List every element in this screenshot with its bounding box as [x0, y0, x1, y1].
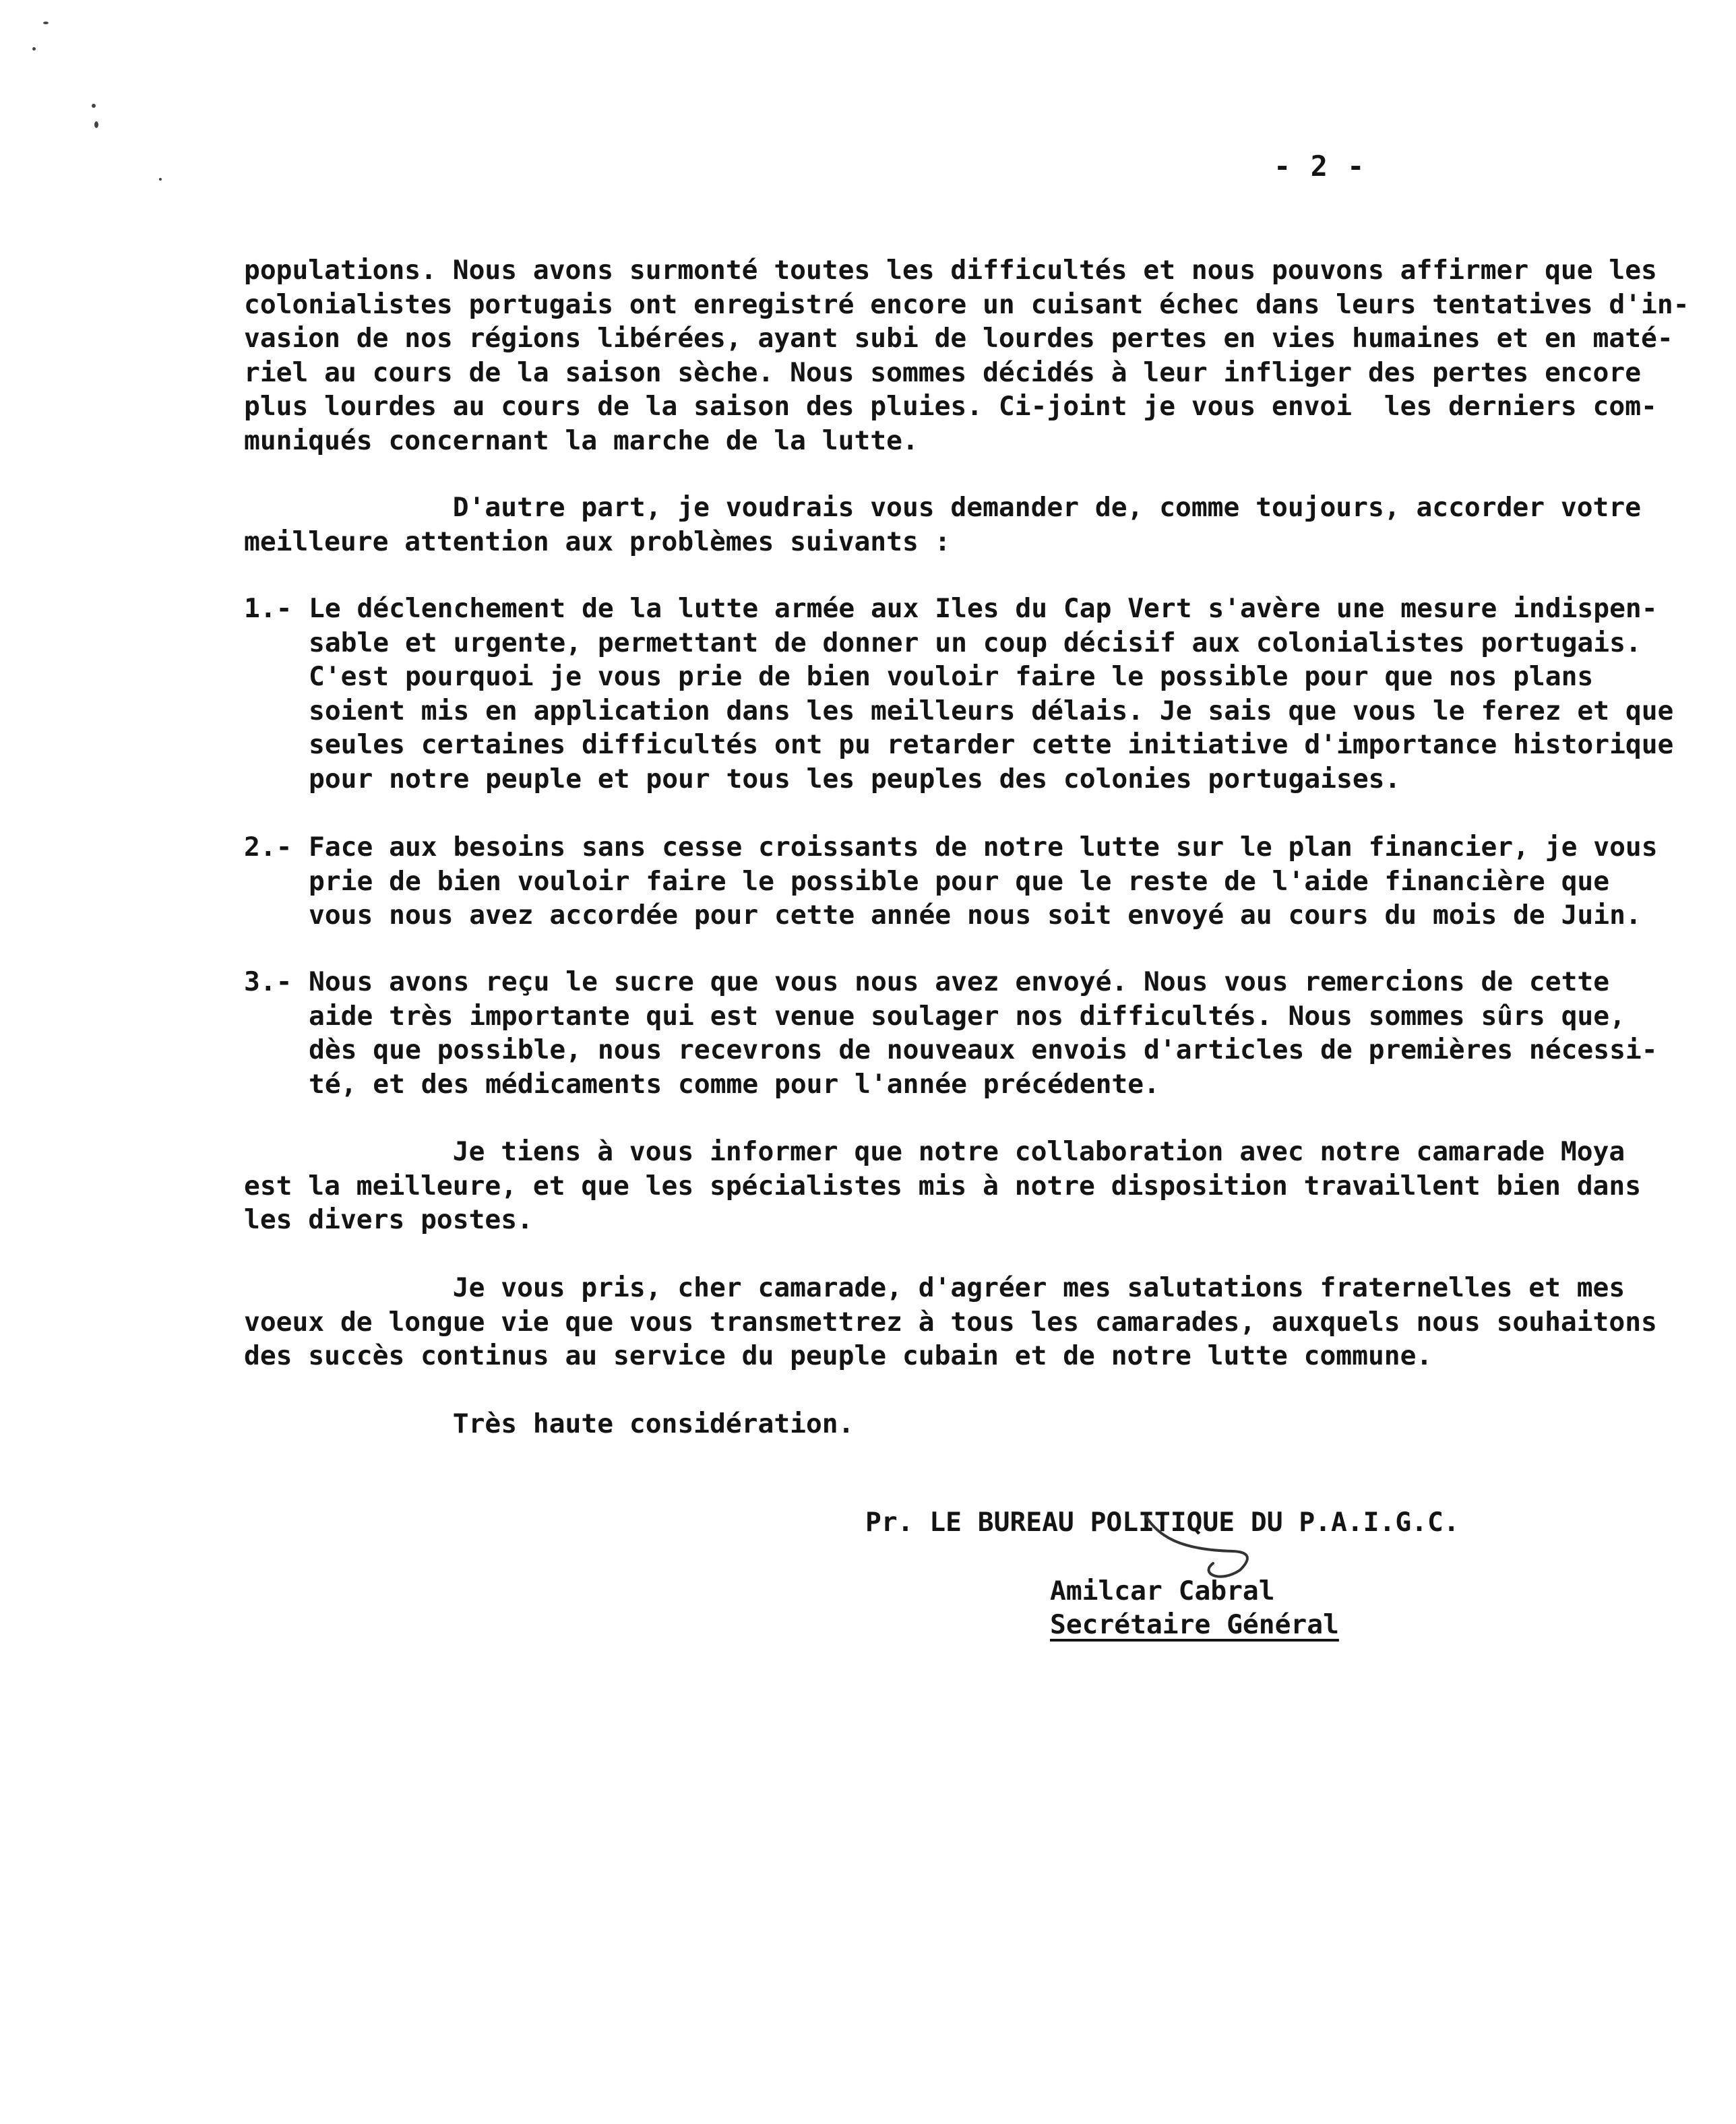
list-item-text: Face aux besoins sans cesse croissants de notre lutte sur le plan financier, je vous prie de bien vouloir faire le possible pour que le reste de l'aide financière que vous nous avez accordée pour cette année nous soit envoyé au cours du mois de Juin. [309, 832, 1658, 931]
scan-speck [92, 104, 96, 108]
paragraph-intro: populations. Nous avons surmonté toutes les difficultés et nous pouvons affirmer que les colonialistes portugais ont enregistré encore un cuisant échec dans leurs tentatives d'in- vasion de nos régions libérées, ayant subi de lourdes pertes en vies humaines et en maté- riel au cours de la saison sèche. Nous sommes décidés à leur infliger des pertes encore plus lourdes au cours de la saison des pluies. Ci-joint je vous envoi les derniers com- muniqués concernant la marche de la lutte. [244, 255, 1690, 456]
closing-line: Très haute considération. [244, 1408, 855, 1439]
signatory-title: Secrétaire Général [1050, 1609, 1339, 1640]
list-item-number: 1.- [244, 593, 292, 624]
scan-speck [94, 121, 98, 128]
scan-speck [43, 22, 49, 24]
paragraph-request: D'autre part, je voudrais vous demander de, comme toujours, accorder votre meilleure attention aux problèmes suivants : [244, 492, 1642, 557]
page-number: - 2 - [1274, 150, 1366, 183]
paragraph-collaboration: Je tiens à vous informer que notre collaboration avec notre camarade Moya est la meilleure, et que les spécialistes mis à notre disposition travaillent bien dans les divers postes. [244, 1136, 1642, 1236]
scan-speck [32, 47, 36, 51]
scan-speck [159, 178, 162, 181]
list-item-text: Nous avons reçu le sucre que vous nous avez envoyé. Nous vous remercions de cette aide très importante qui est venue soulager nos difficultés. Nous sommes sûrs que, dès que possible, nous recevrons de nouveaux envois d'articles de premières nécessi- té, et des médicaments comme pour l'année précédente. [309, 966, 1658, 1100]
signatory-name: Amilcar Cabral [1050, 1575, 1275, 1606]
paragraph-salutations: Je vous pris, cher camarade, d'agréer mes salutations fraternelles et mes voeux de longue vie que vous transmettrez à tous les camarades, auxquels nous souhaitons des succès continus au service du peuple cubain et de notre lutte commune. [244, 1272, 1657, 1372]
signature-organization: Pr. LE BUREAU POLITIQUE DU P.A.I.G.C. [865, 1507, 1460, 1538]
list-item-number: 2.- [244, 832, 292, 863]
list-item-number: 3.- [244, 966, 292, 997]
list-item-text: Le déclenchement de la lutte armée aux Iles du Cap Vert s'avère une mesure indispen- sable et urgente, permettant de donner un coup décisif aux colonialistes portugais. C'est pourquoi je vous prie de bien vouloir faire le possible pour que nos plans soient mis en application dans les meilleurs délais. Je sais que vous le ferez et que seules certaines difficultés ont pu retarder cette initiative d'importance historique pour notre peuple et pour tous les peuples des colonies portugaises. [309, 593, 1674, 794]
